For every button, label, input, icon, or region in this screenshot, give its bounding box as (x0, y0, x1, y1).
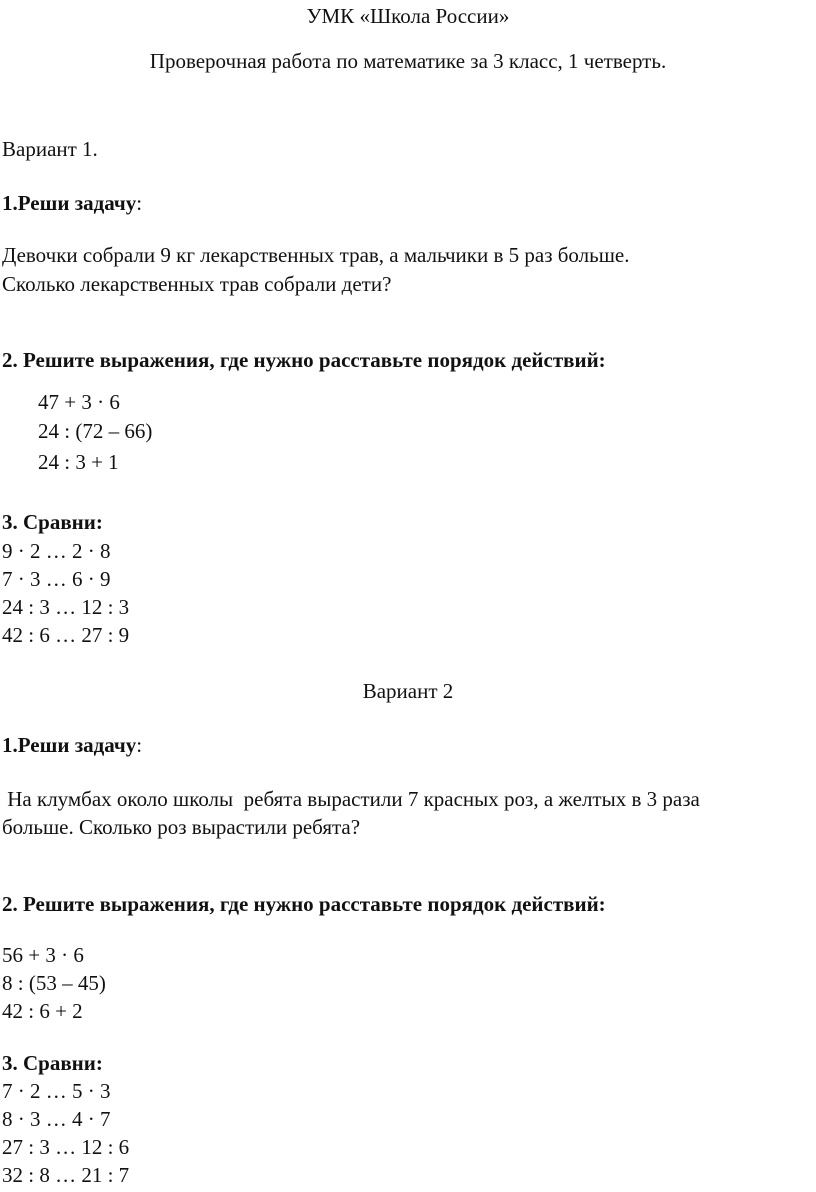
variant2-expression: 56 + 3 · 6 (2, 943, 84, 967)
task1-heading-colon: : (136, 191, 143, 215)
variant1-task3-heading: 3. Сравни: (2, 510, 103, 534)
variant1-compare-item: 9 · 2 … 2 · 8 (2, 539, 111, 563)
variant2-expression: 8 : (53 – 45) (2, 971, 106, 995)
variant1-heading: Вариант 1. (2, 137, 98, 161)
variant1-compare-item: 24 : 3 … 12 : 3 (2, 595, 130, 619)
variant2-task1-heading (2, 731, 142, 759)
task1-heading-label: 1.Реши задачу (2, 733, 137, 757)
series-title: УМК «Школа России» (306, 4, 510, 28)
variant1-expression: 24 : (72 – 66) (38, 419, 153, 443)
variant1-task1-line: Девочки собрали 9 кг лекарственных трав, а мальчики в 5 раз больше. (2, 243, 630, 267)
variant2-task1-line: На клумбах около школы ребята вырастили 7 красных роз, а желтых в 3 раза (2, 787, 700, 811)
task1-heading-label: 1.Реши задачу (2, 191, 137, 215)
variant1-task1-line: Сколько лекарственных трав собрали дети? (2, 272, 392, 296)
task1-heading-colon: : (136, 733, 143, 757)
variant2-task3-heading: 3. Сравни: (2, 1051, 103, 1075)
variant2-task2-heading: 2. Решите выражения, где нужно расставьте порядок действий: (2, 892, 606, 916)
variant1-compare-item: 42 : 6 … 27 : 9 (2, 623, 130, 647)
page-title: Проверочная работа по математике за 3 класс, 1 четверть. (149, 49, 667, 73)
variant1-expression: 47 + 3 · 6 (38, 390, 120, 414)
variant2-heading: Вариант 2 (362, 679, 454, 703)
variant2-expression: 42 : 6 + 2 (2, 999, 83, 1023)
variant1-task2-heading: 2. Решите выражения, где нужно расставьте порядок действий: (2, 348, 606, 372)
variant2-compare-item: 27 : 3 … 12 : 6 (2, 1135, 130, 1159)
variant1-task1-heading (2, 189, 142, 217)
variant2-compare-item: 7 · 2 … 5 · 3 (2, 1079, 111, 1103)
variant1-compare-item: 7 · 3 … 6 · 9 (2, 567, 111, 591)
variant2-task1-line: больше. Сколько роз вырастили ребята? (2, 815, 361, 839)
variant2-compare-item: 8 · 3 … 4 · 7 (2, 1107, 111, 1131)
variant1-expression: 24 : 3 + 1 (38, 450, 119, 474)
variant2-compare-item: 32 : 8 … 21 : 7 (2, 1163, 130, 1187)
